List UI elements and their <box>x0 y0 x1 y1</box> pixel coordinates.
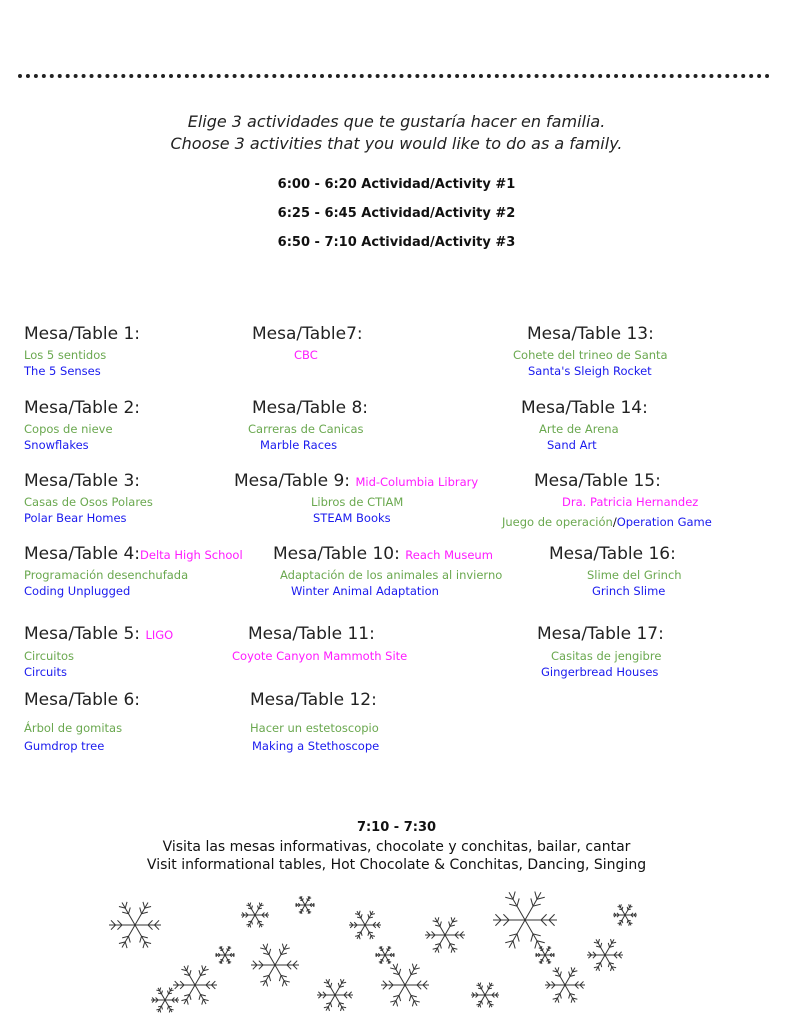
table-4-header: Mesa/Table 4: <box>24 544 141 564</box>
table-10-sponsor: Reach Museum <box>405 548 493 562</box>
table-9-sponsor: Mid-Columbia Library <box>355 475 479 489</box>
table-15-sponsor: Dra. Patricia Hernandez <box>562 495 699 509</box>
intro-english: Choose 3 activities that you would like to do as a family. <box>170 134 623 153</box>
table-11-header: Mesa/Table 11: <box>248 624 375 644</box>
snowflake-icon <box>215 946 235 964</box>
snowflake-icon <box>349 911 381 939</box>
table-16-header: Mesa/Table 16: <box>549 544 676 564</box>
intro-spanish: Elige 3 actividades que te gustaría hacer en familia. <box>187 112 606 131</box>
table-17-english: Gingerbread Houses <box>541 665 659 679</box>
snowflake-icon <box>173 965 217 1004</box>
table-12-header: Mesa/Table 12: <box>250 690 377 710</box>
table-12-english: Making a Stethoscope <box>252 739 380 753</box>
schedule-slot-3: 6:50 - 7:10 Actividad/Activity #3 <box>277 235 516 250</box>
table-3-header: Mesa/Table 3: <box>24 471 141 491</box>
table-4-heading <box>24 544 243 564</box>
table-7-sponsor: CBC <box>294 348 318 362</box>
snowflake-icon <box>545 967 585 1003</box>
table-5-header: Mesa/Table 5: <box>24 624 146 644</box>
snowflake-icon <box>471 983 499 1008</box>
table-2-header: Mesa/Table 2: <box>24 398 141 418</box>
table-5-english: Circuits <box>24 665 68 679</box>
snowflake-icon <box>493 892 557 949</box>
table-8-spanish: Carreras de Canicas <box>248 422 364 436</box>
table-6-header: Mesa/Table 6: <box>24 690 141 710</box>
snowflake-icon <box>587 939 623 971</box>
table-9-header: Mesa/Table 9: <box>234 471 356 491</box>
table-6-english: Gumdrop tree <box>24 739 105 753</box>
closing-time: 7:10 - 7:30 <box>356 820 437 835</box>
table-15-header: Mesa/Table 15: <box>534 471 661 491</box>
snowflake-icon <box>241 903 269 928</box>
table-2-spanish: Copos de nieve <box>24 422 113 436</box>
table-10-english: Winter Animal Adaptation <box>291 584 439 598</box>
table-14-spanish: Arte de Arena <box>539 422 619 436</box>
table-3-english: Polar Bear Homes <box>24 511 127 525</box>
table-11-sponsor: Coyote Canyon Mammoth Site <box>232 649 408 663</box>
snowflake-border-icon <box>105 885 645 1025</box>
table-9-english: STEAM Books <box>313 511 391 525</box>
table-4-sponsor: Delta High School <box>140 548 243 562</box>
closing-english: Visit informational tables, Hot Chocolate & Conchitas, Dancing, Singing <box>146 857 647 873</box>
table-14-header: Mesa/Table 14: <box>521 398 648 418</box>
table-4-english: Coding Unplugged <box>24 584 131 598</box>
table-16-english: Grinch Slime <box>592 584 666 598</box>
table-10-header: Mesa/Table 10: <box>273 544 406 564</box>
snowflake-icon <box>317 979 353 1011</box>
table-5-heading <box>24 624 173 644</box>
table-9-spanish: Libros de CTIAM <box>311 495 404 509</box>
dotted-divider <box>18 74 770 78</box>
table-9-heading <box>234 471 478 491</box>
table-17-header: Mesa/Table 17: <box>537 624 664 644</box>
table-12-spanish: Hacer un estetoscopio <box>250 721 379 735</box>
closing-spanish: Visita las mesas informativas, chocolate y conchitas, bailar, cantar <box>162 839 631 855</box>
snowflake-icon <box>151 988 179 1013</box>
snowflake-icon <box>613 904 637 925</box>
snowflake-icon <box>535 946 555 964</box>
table-7-header: Mesa/Table7: <box>252 324 363 344</box>
table-16-spanish: Slime del Grinch <box>587 568 682 582</box>
snowflake-icon <box>109 902 161 948</box>
table-15-separator: / <box>612 515 617 529</box>
table-3-spanish: Casas de Osos Polares <box>24 495 153 509</box>
snowflake-icon <box>251 944 299 987</box>
table-2-english: Snowflakes <box>24 438 89 452</box>
table-6-spanish: Árbol de gomitas <box>24 721 123 735</box>
table-1-spanish: Los 5 sentidos <box>24 348 107 362</box>
table-15-english: Operation Game <box>616 515 712 529</box>
snowflake-icon <box>375 946 395 964</box>
table-8-header: Mesa/Table 8: <box>252 398 369 418</box>
table-10-heading <box>273 544 493 564</box>
table-17-spanish: Casitas de jengibre <box>551 649 662 663</box>
table-1-english: The 5 Senses <box>24 364 101 378</box>
table-14-english: Sand Art <box>547 438 597 452</box>
schedule-slot-1: 6:00 - 6:20 Actividad/Activity #1 <box>277 177 516 192</box>
table-5-spanish: Circuitos <box>24 649 75 663</box>
table-15-activity <box>502 511 712 530</box>
table-1-header: Mesa/Table 1: <box>24 324 141 344</box>
table-4-spanish: Programación desenchufada <box>24 568 189 582</box>
table-13-english: Santa's Sleigh Rocket <box>528 364 652 378</box>
snowflake-icon <box>295 896 315 914</box>
table-13-header: Mesa/Table 13: <box>527 324 654 344</box>
snowflake-icon <box>425 917 465 953</box>
schedule-slot-2: 6:25 - 6:45 Actividad/Activity #2 <box>277 206 516 221</box>
table-15-spanish: Juego de operación <box>502 515 613 529</box>
snowflake-icon <box>381 964 429 1007</box>
table-10-spanish: Adaptación de los animales al invierno <box>280 568 503 582</box>
table-8-english: Marble Races <box>260 438 338 452</box>
table-5-sponsor: LIGO <box>145 628 174 642</box>
table-13-spanish: Cohete del trineo de Santa <box>513 348 668 362</box>
